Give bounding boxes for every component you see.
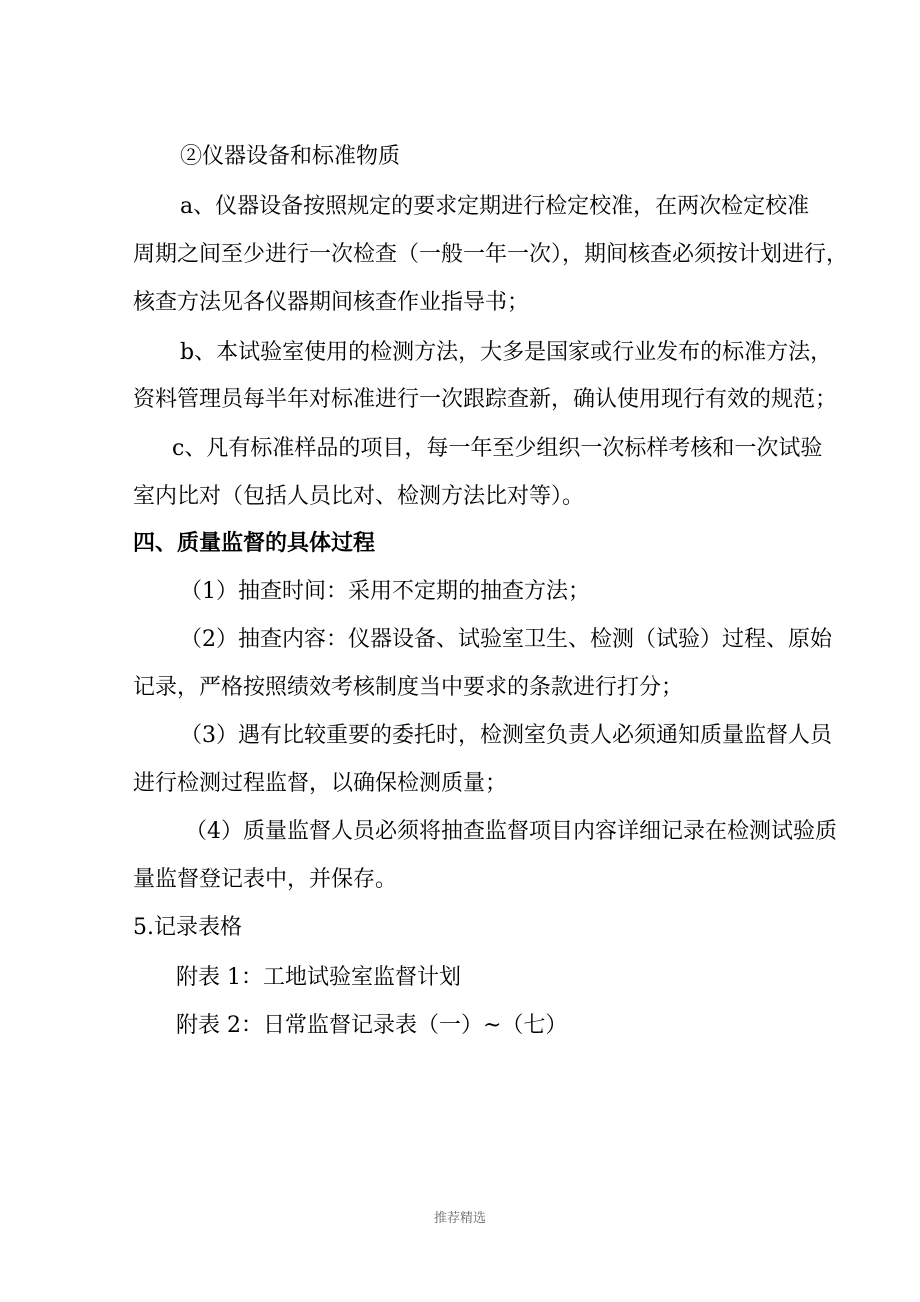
section-4-heading: 四、质量监督的具体过程 <box>133 531 376 556</box>
section-4-item-4-line-1: （4）质量监督人员必须将抽查监督项目内容详细记录在检测试验质 <box>185 819 837 844</box>
item-a-line-2: 周期之间至少进行一次检查（一般一年一次），期间核查必须按计划进行， <box>133 242 849 267</box>
section-4-item-4-line-2: 量监督登记表中，并保存。 <box>133 867 398 892</box>
section-4-item-3-line-2: 进行检测过程监督，以确保检测质量； <box>133 771 508 796</box>
section-2-title: ②仪器设备和标准物质 <box>180 144 401 169</box>
item-a-line-1: a、仪器设备按照规定的要求定期进行检定校准，在两次检定校准 <box>180 194 810 219</box>
section-4-item-2-line-1: （2）抽查内容：仪器设备、试验室卫生、检测（试验）过程、原始 <box>180 627 832 652</box>
section-4-item-3-line-1: （3）遇有比较重要的委托时，检测室负责人必须通知质量监督人员 <box>180 723 832 748</box>
attachment-1: 附表 1：工地试验室监督计划 <box>176 965 461 990</box>
item-b-line-2: 资料管理员每半年对标准进行一次跟踪查新，确认使用现行有效的规范； <box>133 387 838 412</box>
item-c-line-2: 室内比对（包括人员比对、检测方法比对等）。 <box>133 484 585 509</box>
section-5-heading: 5.记录表格 <box>133 915 242 940</box>
item-a-line-3: 核查方法见各仪器期间核查作业指导书； <box>133 290 530 315</box>
section-4-item-2-line-2: 记录，严格按照绩效考核制度当中要求的条款进行打分； <box>133 675 684 700</box>
page-footer: 推荐精选 <box>433 1211 486 1226</box>
item-c-line-1: c、凡有标准样品的项目，每一年至少组织一次标样考核和一次试验 <box>172 436 823 461</box>
item-b-line-1: b、本试验室使用的检测方法，大多是国家或行业发布的标准方法， <box>180 340 833 365</box>
attachment-2: 附表 2：日常监督记录表（一）~（七） <box>176 1013 568 1038</box>
section-4-item-1: （1）抽查时间：采用不定期的抽查方法； <box>180 579 590 604</box>
